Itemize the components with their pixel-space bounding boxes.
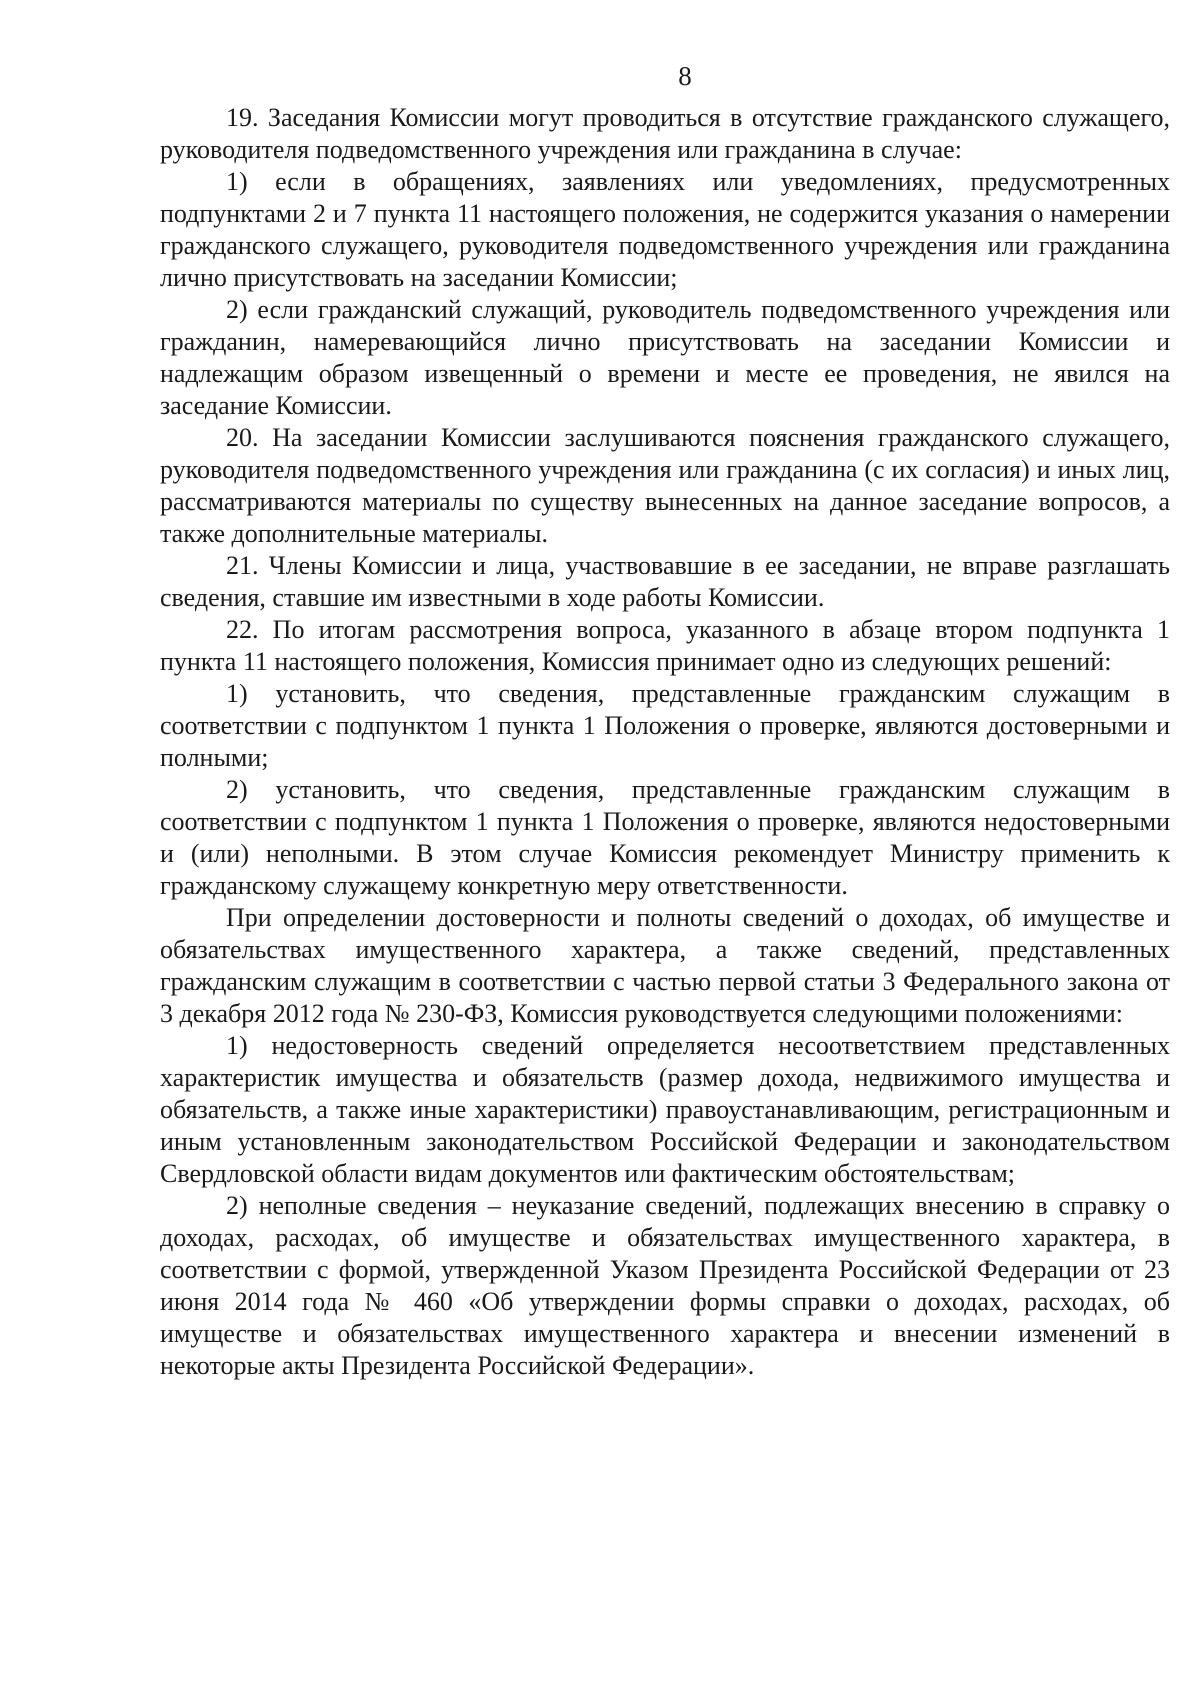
paragraph-19: 19. Заседания Комиссии могут проводиться в отсутствие гражданского служащего, руководителя подведомственного учреждения или гражданина в случае: (160, 103, 1170, 164)
document-page (160, 60, 1170, 1382)
paragraph-20: 20. На заседании Комиссии заслушиваются пояснения гражданского служащего, руководителя подведомственного учреждения или гражданина (с их согласия) и иных лиц, рассматриваются материалы по существу вынесенных на данное заседание вопросов, а также дополнительные материалы. (160, 423, 1170, 548)
paragraph-22-item-2: 2) установить, что сведения, представленные гражданским служащим в соответствии с подпунктом 1 пункта 1 Положения о проверке, являются недостоверными и (или) неполными. В этом случае Комиссия рекомендует Министру применить к гражданскому служащему конкретную меру ответственности. (160, 775, 1170, 900)
paragraph-19-item-2: 2) если гражданский служащий, руководитель подведомственного учреждения или гражданин, намеревающийся лично присутствовать на заседании Комиссии и надлежащим образом извещенный о времени и месте ее проведения, не явился на заседание Комиссии. (160, 295, 1170, 420)
paragraph-22-item-1: 1) установить, что сведения, представленные гражданским служащим в соответствии с подпунктом 1 пункта 1 Положения о проверке, являются достоверными и полными; (160, 679, 1170, 772)
page-number: 8 (678, 61, 692, 91)
paragraph-22: 22. По итогам рассмотрения вопроса, указанного в абзаце втором подпункта 1 пункта 11 настоящего положения, Комиссия принимает одно из следующих решений: (160, 615, 1170, 676)
paragraph-19-item-1: 1) если в обращениях, заявлениях или уведомлениях, предусмотренных подпунктами 2 и 7 пункта 11 настоящего положения, не содержится указания о намерении гражданского служащего, руководителя подведомственного учреждения или гражданина лично присутствовать на заседании Комиссии; (160, 167, 1170, 292)
paragraph-criteria-intro: При определении достоверности и полноты сведений о доходах, об имуществе и обязательствах имущественного характера, а также сведений, представленных гражданским служащим в соответствии с частью первой статьи 3 Федерального закона от 3 декабря 2012 года № 230-ФЗ, Комиссия руководствуется следующими положениями: (160, 903, 1170, 1028)
paragraph-21: 21. Члены Комиссии и лица, участвовавшие в ее заседании, не вправе разглашать сведения, ставшие им известными в ходе работы Комиссии. (160, 551, 1170, 612)
paragraph-criteria-item-1: 1) недостоверность сведений определяется несоответствием представленных характеристик имущества и обязательств (размер дохода, недвижимого имущества и обязательств, а также иные характеристики) правоустанавливающим, регистрационным и иным установленным законодательством Российской Федерации и законодательством Свердловской области видам документов или фактическим обстоятельствам; (160, 1031, 1170, 1188)
paragraph-criteria-item-2: 2) неполные сведения – неуказание сведений, подлежащих внесению в справку о доходах, расходах, об имуществе и обязательствах имущественного характера, в соответствии с формой, утвержденной Указом Президента Российской Федерации от 23 июня 2014 года № 460 «Об утверждении формы справки о доходах, расходах, об имуществе и обязательствах имущественного характера и внесении изменений в некоторые акты Президента Российской Федерации». (160, 1191, 1170, 1380)
